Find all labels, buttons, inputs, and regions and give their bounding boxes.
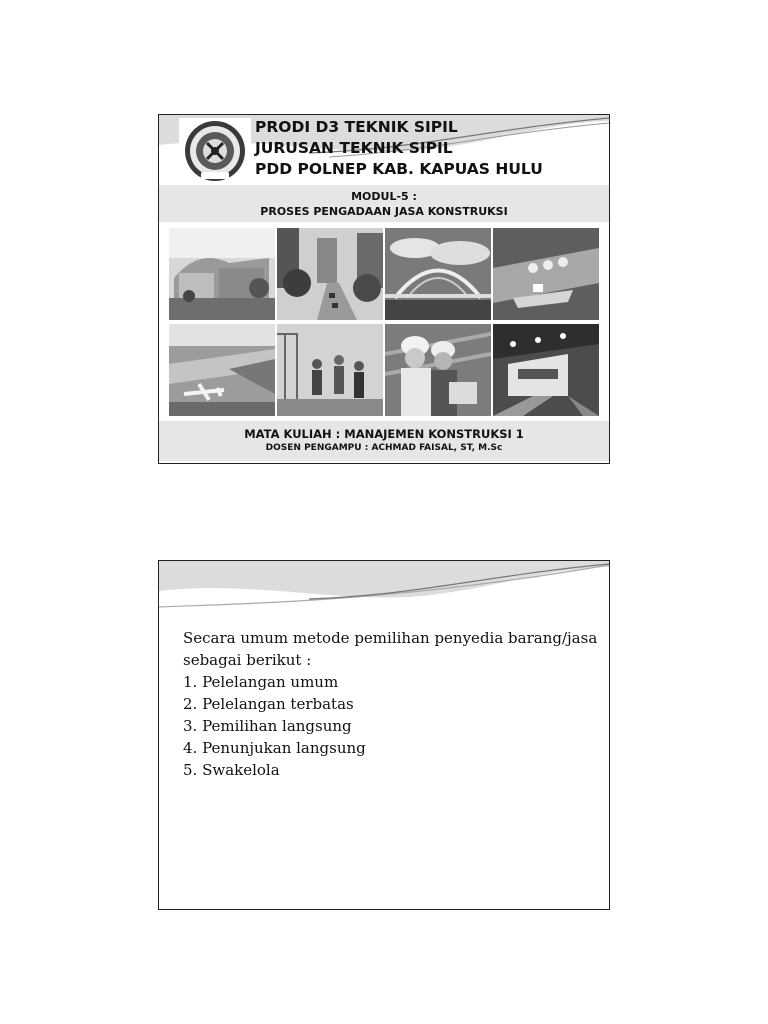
construction-workers-photo — [277, 324, 383, 416]
train-station-photo — [493, 324, 599, 416]
header-jurusan: JURUSAN TEKNIK SIPIL — [255, 139, 453, 157]
header-pdd: PDD POLNEP KAB. KAPUAS HULU — [255, 160, 543, 178]
course-title: MATA KULIAH : MANAJEMEN KONSTRUKSI 1 — [244, 427, 524, 441]
intro-line-1: Secara umum metode pemilihan penyedia barang/jasa — [183, 629, 598, 647]
engineers-helmet-photo — [385, 324, 491, 416]
slide-1 — [158, 114, 610, 464]
polnep-logo — [179, 118, 251, 184]
modul-subtitle: PROSES PENGADAAN JASA KONSTRUKSI — [260, 205, 508, 218]
selection-methods-text — [183, 627, 603, 781]
mall-building-photo — [169, 228, 275, 320]
list-item: 4. Penunjukan langsung — [183, 739, 366, 757]
photo-grid — [169, 228, 599, 416]
slide-2 — [158, 560, 610, 910]
course-banner — [159, 421, 609, 461]
intro-line-2: sebagai berikut : — [183, 651, 312, 669]
header-wave-decoration — [159, 561, 609, 621]
airport-photo — [169, 324, 275, 416]
port-dock-photo — [493, 228, 599, 320]
header-prodi: PRODI D3 TEKNIK SIPIL — [255, 118, 458, 136]
list-item: 3. Pemilihan langsung — [183, 717, 352, 735]
list-item: 2. Pelelangan terbatas — [183, 695, 354, 713]
arch-bridge-photo — [385, 228, 491, 320]
list-item: 1. Pelelangan umum — [183, 673, 339, 691]
lecturer-name: DOSEN PENGAMPU : ACHMAD FAISAL, ST, M.Sc — [265, 443, 503, 453]
modul-title: MODUL-5 : — [351, 190, 417, 203]
modul-banner — [159, 185, 609, 222]
header-text-block — [255, 117, 595, 180]
city-street-photo — [277, 228, 383, 320]
list-item: 5. Swakelola — [183, 761, 280, 779]
